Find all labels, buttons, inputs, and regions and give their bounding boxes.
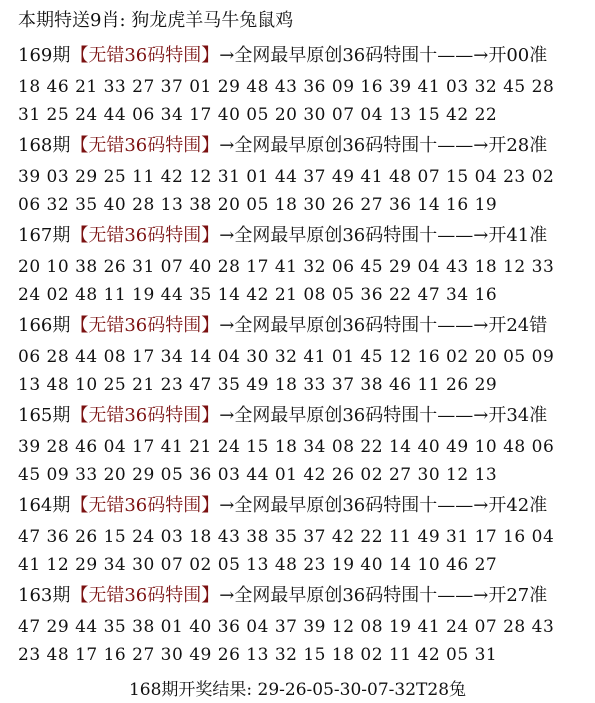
number-row: 45 09 33 20 29 05 36 03 44 01 42 26 02 27 30 12 13	[18, 465, 498, 485]
period-header	[18, 405, 588, 427]
period-number: 163期	[18, 585, 71, 606]
number-row: 47 29 44 35 38 01 40 36 04 37 39 12 08 19 41 24 07 28 43	[18, 617, 555, 637]
period-arrow-text: →全网最早原创36码特围十——→	[219, 315, 489, 336]
period-number: 167期	[18, 225, 71, 246]
period-result: 开42准	[488, 495, 548, 516]
period-bracket: 【无错36码特围】	[70, 225, 220, 246]
period-number: 164期	[18, 495, 71, 516]
period-header	[18, 45, 588, 67]
number-row: 06 32 35 40 28 13 38 20 05 18 30 26 27 36 14 16 19	[18, 195, 498, 215]
period-bracket: 【无错36码特围】	[70, 45, 220, 66]
period-arrow-text: →全网最早原创36码特围十——→	[219, 135, 489, 156]
number-row: 41 12 29 34 30 07 02 05 13 48 23 19 40 14 10 46 27	[18, 555, 498, 575]
period-bracket: 【无错36码特围】	[70, 585, 220, 606]
intro-line: 本期特送9肖: 狗龙虎羊马牛兔鼠鸡	[18, 10, 294, 31]
period-header	[18, 135, 588, 157]
period-bracket: 【无错36码特围】	[70, 135, 220, 156]
period-bracket: 【无错36码特围】	[70, 405, 220, 426]
period-bracket: 【无错36码特围】	[70, 315, 220, 336]
number-row: 18 46 21 33 27 37 01 29 48 43 36 09 16 39 41 03 32 45 28	[18, 77, 555, 97]
period-number: 166期	[18, 315, 71, 336]
period-header	[18, 225, 588, 247]
period-arrow-text: →全网最早原创36码特围十——→	[219, 585, 489, 606]
period-header	[18, 495, 588, 517]
period-header	[18, 315, 588, 337]
period-result: 开24错	[488, 315, 548, 336]
number-row: 39 03 29 25 11 42 12 31 01 44 37 49 41 48 07 15 04 23 02	[18, 167, 555, 187]
number-row: 47 36 26 15 24 03 18 43 38 35 37 42 22 11 49 31 17 16 04	[18, 527, 555, 547]
period-arrow-text: →全网最早原创36码特围十——→	[219, 225, 489, 246]
number-row: 13 48 10 25 21 23 47 35 49 18 33 37 38 46 11 26 29	[18, 375, 498, 395]
number-row: 39 28 46 04 17 41 21 24 15 18 34 08 22 14 40 49 10 48 06	[18, 437, 555, 457]
period-number: 165期	[18, 405, 71, 426]
period-arrow-text: →全网最早原创36码特围十——→	[219, 45, 489, 66]
period-number: 169期	[18, 45, 71, 66]
number-row: 24 02 48 11 19 44 35 14 42 21 08 05 36 22 47 34 16	[18, 285, 498, 305]
period-result: 开28准	[488, 135, 548, 156]
period-header	[18, 585, 588, 607]
period-result: 开41准	[488, 225, 548, 246]
number-row: 06 28 44 08 17 34 14 04 30 32 41 01 45 12 16 02 20 05 09	[18, 347, 555, 367]
period-result: 开00准	[488, 45, 548, 66]
period-number: 168期	[18, 135, 71, 156]
number-row: 31 25 24 44 06 34 17 40 05 20 30 07 04 13 15 42 22	[18, 105, 498, 125]
period-arrow-text: →全网最早原创36码特围十——→	[219, 405, 489, 426]
number-row: 20 10 38 26 31 07 40 28 17 41 32 06 45 29 04 43 18 12 33	[18, 257, 555, 277]
number-row: 23 48 17 16 27 30 49 26 13 32 15 18 02 11 42 05 31	[18, 645, 498, 665]
period-result: 开27准	[488, 585, 548, 606]
period-arrow-text: →全网最早原创36码特围十——→	[219, 495, 489, 516]
period-bracket: 【无错36码特围】	[70, 495, 220, 516]
period-result: 开34准	[488, 405, 548, 426]
footer-result: 168期开奖结果: 29-26-05-30-07-32T28兔	[128, 680, 467, 700]
